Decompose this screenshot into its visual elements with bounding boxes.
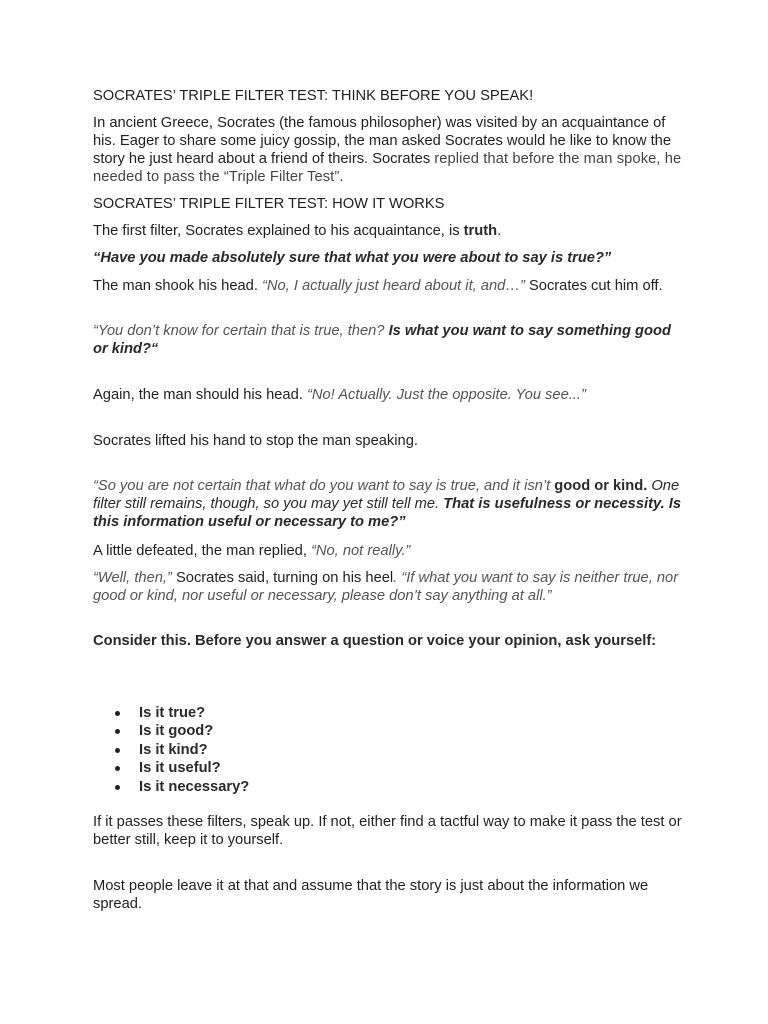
again-paragraph: [93, 386, 683, 404]
truth-word: truth: [463, 223, 498, 239]
list-item: [93, 778, 249, 796]
bullet-icon: [115, 748, 120, 753]
list-item: [93, 722, 249, 740]
one-filter-italic: One filter still remains, though, so you may yet still tell me.: [93, 478, 680, 512]
defeated-text: A little defeated, the man replied,: [93, 543, 312, 559]
defeated-quote: “No, not really.”: [311, 543, 411, 559]
passes-filters-paragraph: If it passes these filters, speak up. If not, either find a tactful way to make it pass the test or better still, keep it to yourself.: [93, 814, 682, 848]
list-item: [93, 759, 249, 777]
shook-text: The man shook his head.: [93, 278, 263, 294]
again-quote: “No! Actually. Just the opposite. You see...”: [306, 387, 586, 403]
defeated-paragraph: [93, 542, 683, 560]
usefulness-bold: That is usefulness or necessity. Is this information useful or necessary to me?”: [93, 496, 681, 530]
bullet-icon: [115, 729, 120, 734]
good-kind-quote: “You don’t know for certain that is true, then?: [93, 323, 389, 339]
shook-end: Socrates cut him off.: [524, 278, 663, 294]
intro-paragraph: [93, 114, 683, 186]
list-item-text: Is it useful?: [139, 760, 221, 777]
first-filter-end: .: [497, 223, 502, 239]
bullet-icon: [115, 766, 120, 771]
intro-text: In ancient Greece, Socrates (the famous philosopher) was visited by an acquaintance of his. Eager to share some juicy gossip, the man asked Socrates would he like to know the story he just heard about a friend of theirs. Socrates: [93, 115, 672, 167]
bullet-icon: [115, 711, 120, 716]
first-filter-paragraph: [93, 222, 683, 240]
intro-period: .: [339, 169, 344, 185]
truth-question: “Have you made absolutely sure that what you were about to say is true?”: [93, 250, 612, 266]
well-then-quote-end: . “If what you want to say is neither true, nor good or kind, nor useful or necessary, please don’t say anything at all.”: [93, 570, 679, 604]
lifted-hand-paragraph: Socrates lifted his hand to stop the man speaking.: [93, 433, 418, 449]
good-kind-question: Is what you want to say something good or kind?“: [93, 323, 671, 357]
list-item-text: Is it true?: [139, 705, 206, 721]
well-then-paragraph: [93, 569, 683, 605]
shook-quote: “No, I actually just heard about it, and…”: [262, 278, 525, 294]
consider-this-paragraph: Consider this. Before you answer a question or voice your opinion, ask yourself:: [93, 633, 657, 649]
list-item: [93, 741, 249, 759]
again-text: Again, the man should his head.: [93, 387, 307, 403]
first-filter-text: The first filter, Socrates explained to his acquaintance, is: [93, 223, 464, 239]
most-people-paragraph: Most people leave it at that and assume that the story is just about the information we spread.: [93, 878, 649, 912]
heading-think-before-you-speak: SOCRATES’ TRIPLE FILTER TEST: THINK BEFORE YOU SPEAK!: [93, 88, 534, 104]
good-kind-paragraph: [93, 322, 683, 358]
shook-head-paragraph: [93, 277, 683, 295]
intro-text-continued: replied that before the man spoke, he needed to pass the “Triple Filter Test”: [93, 151, 682, 185]
list-item: [93, 704, 249, 722]
list-item-text: Is it good?: [139, 723, 214, 740]
list-item-text: Is it kind?: [139, 741, 208, 758]
so-you-quote: “So you are not certain that what do you want to say is true, and it isn’t: [93, 478, 555, 494]
so-you-paragraph: [93, 477, 683, 531]
filter-questions-list: [93, 704, 249, 796]
good-or-kind-bold: good or kind.: [554, 478, 648, 494]
well-then-quote: “Well, then,”: [93, 570, 172, 586]
well-then-text: Socrates said, turning on his heel: [171, 570, 394, 586]
list-item-text: Is it necessary?: [139, 778, 250, 795]
heading-how-it-works: SOCRATES’ TRIPLE FILTER TEST: HOW IT WORKS: [93, 196, 445, 212]
bullet-icon: [115, 785, 120, 790]
